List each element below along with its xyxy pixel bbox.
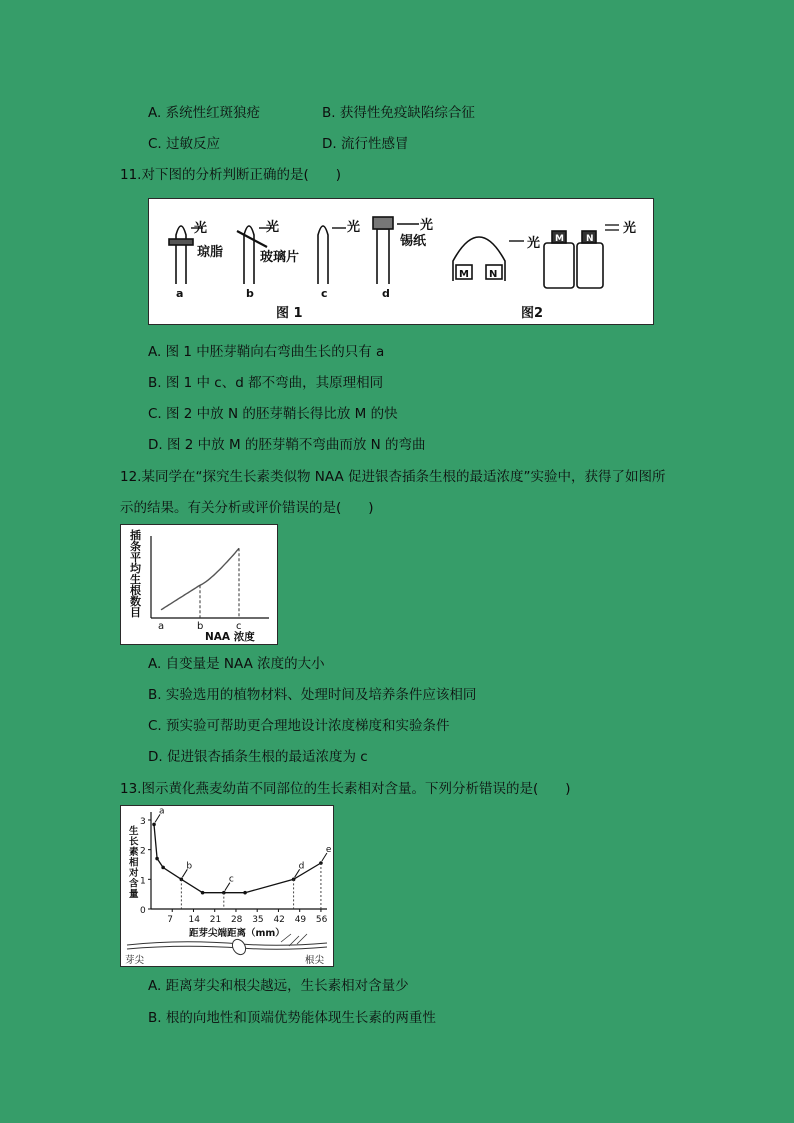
q12-option-a: A. 自变量是 NAA 浓度的大小 — [148, 656, 325, 672]
sublabel-d: d — [382, 287, 390, 300]
coleoptile-a — [169, 226, 193, 284]
seedling-stem-lower — [127, 946, 327, 949]
q11-option-a: A. 图 1 中胚芽鞘向右弯曲生长的只有 a — [148, 344, 385, 360]
fig2-stump-n: N — [586, 234, 594, 244]
light-label-c: 光 — [347, 220, 361, 235]
point-label-c: c — [228, 874, 234, 885]
q13-option-b: B. 根的向地性和顶端优势能体现生长素的两重性 — [148, 1010, 436, 1026]
bottom-label-root: 根尖 — [305, 955, 325, 966]
y-tick-label-1: 1 — [140, 876, 146, 887]
q12-option-c: C. 预实验可帮助更合理地设计浓度梯度和实验条件 — [148, 718, 450, 734]
q12-option-b: B. 实验选用的植物材料、处理时间及培养条件应该相同 — [148, 687, 477, 703]
q10-option-b: B. 获得性免疫缺陷综合征 — [322, 105, 475, 121]
q11-stem: 11.对下图的分析判断正确的是( ) — [120, 167, 342, 183]
q12-stem-line1: 12.某同学在“探究生长素类似物 NAA 促进银杏插条生根的最适浓度”实验中，获得了如图所 — [120, 469, 666, 485]
light-label-fig2a: 光 — [527, 236, 541, 251]
q11-option-b: B. 图 1 中 c、d 都不弯曲，其原理相同 — [148, 375, 384, 391]
y-tick-label-3: 3 — [140, 816, 146, 827]
q13-stem: 13.图示黄化燕麦幼苗不同部位的生长素相对含量。下列分析错误的是( ) — [120, 781, 571, 797]
q11-figure-drawing — [149, 199, 655, 326]
q12-stem-line2: 示的结果。有关分析或评价错误的是( ) — [120, 500, 374, 516]
q11-option-c: C. 图 2 中放 N 的胚芽鞘长得比放 M 的快 — [148, 406, 398, 422]
tick-label-a: a — [158, 621, 165, 632]
x-tick-label-42: 42 — [273, 915, 285, 925]
tick-label-c: c — [236, 621, 242, 632]
agar-label: 琼脂 — [197, 245, 224, 260]
sublabel-c: c — [321, 287, 328, 300]
data-point-2 — [161, 866, 165, 870]
q12-chart-svg — [121, 525, 279, 646]
seed-shape — [230, 937, 248, 957]
x-tick-label-14: 14 — [188, 915, 200, 925]
q10-option-d: D. 流行性感冒 — [322, 136, 409, 152]
coleoptile-c — [318, 226, 328, 284]
x-tick-label-21: 21 — [209, 915, 222, 925]
fig2-dome-n: N — [489, 269, 498, 280]
light-label-fig2b: 光 — [623, 221, 637, 236]
x-tick-label-7: 7 — [167, 915, 173, 925]
x-tick-label-28: 28 — [230, 915, 243, 925]
point-label-a: a — [159, 806, 165, 817]
q12-chart — [120, 524, 278, 645]
x-tick-label-56: 56 — [315, 915, 328, 925]
x-tick-label-49: 49 — [294, 915, 307, 925]
tick-label-b: b — [197, 621, 204, 632]
q13-chart — [120, 805, 334, 967]
glass-label: 玻璃片 — [260, 250, 300, 265]
y-axis-label: 插条平均生根数目 — [130, 529, 141, 619]
q11-option-d: D. 图 2 中放 M 的胚芽鞘不弯曲而放 N 的弯曲 — [148, 437, 426, 453]
x-tick-label-35: 35 — [252, 915, 264, 925]
series-line — [154, 824, 321, 892]
data-point-4 — [201, 891, 205, 895]
q13-option-a: A. 距离芽尖和根尖越远，生长素相对含量少 — [148, 978, 409, 994]
fig2-dome-m: M — [459, 269, 469, 280]
q13-chart-svg — [121, 806, 335, 968]
light-label-a: 光 — [194, 221, 208, 236]
data-point-0 — [152, 823, 156, 827]
point-label-d: d — [298, 861, 305, 872]
q12-option-d: D. 促进银杏插条生根的最适浓度为 c — [148, 749, 368, 765]
fig2-stump-m: M — [555, 234, 564, 244]
x-axis-label: NAA 浓度 — [205, 631, 255, 643]
point-label-b: b — [186, 861, 193, 872]
fig2-stumps — [544, 231, 603, 288]
figure1-caption: 图 1 — [276, 306, 303, 321]
x-axis-label: 距芽尖端距离（mm） — [189, 928, 285, 939]
point-label-e: e — [325, 845, 332, 855]
q11-figure — [148, 198, 654, 325]
light-label-d: 光 — [420, 218, 434, 233]
y-axis-label: 生长素相对含量 — [129, 826, 139, 900]
data-point-1 — [155, 857, 159, 861]
figure2-caption: 图2 — [521, 306, 544, 321]
y-tick-label-2: 2 — [140, 846, 146, 857]
light-label-b: 光 — [266, 220, 280, 235]
sublabel-a: a — [176, 287, 184, 300]
bottom-label-bud: 芽尖 — [125, 955, 145, 966]
foil-label: 锡纸 — [400, 234, 427, 249]
coleoptile-d — [373, 217, 393, 284]
sublabel-b: b — [246, 287, 254, 300]
q10-option-a: A. 系统性红斑狼疮 — [148, 105, 261, 121]
data-point-6 — [243, 891, 247, 895]
q10-option-c: C. 过敏反应 — [148, 136, 221, 152]
y-tick-label-0: 0 — [140, 906, 146, 916]
